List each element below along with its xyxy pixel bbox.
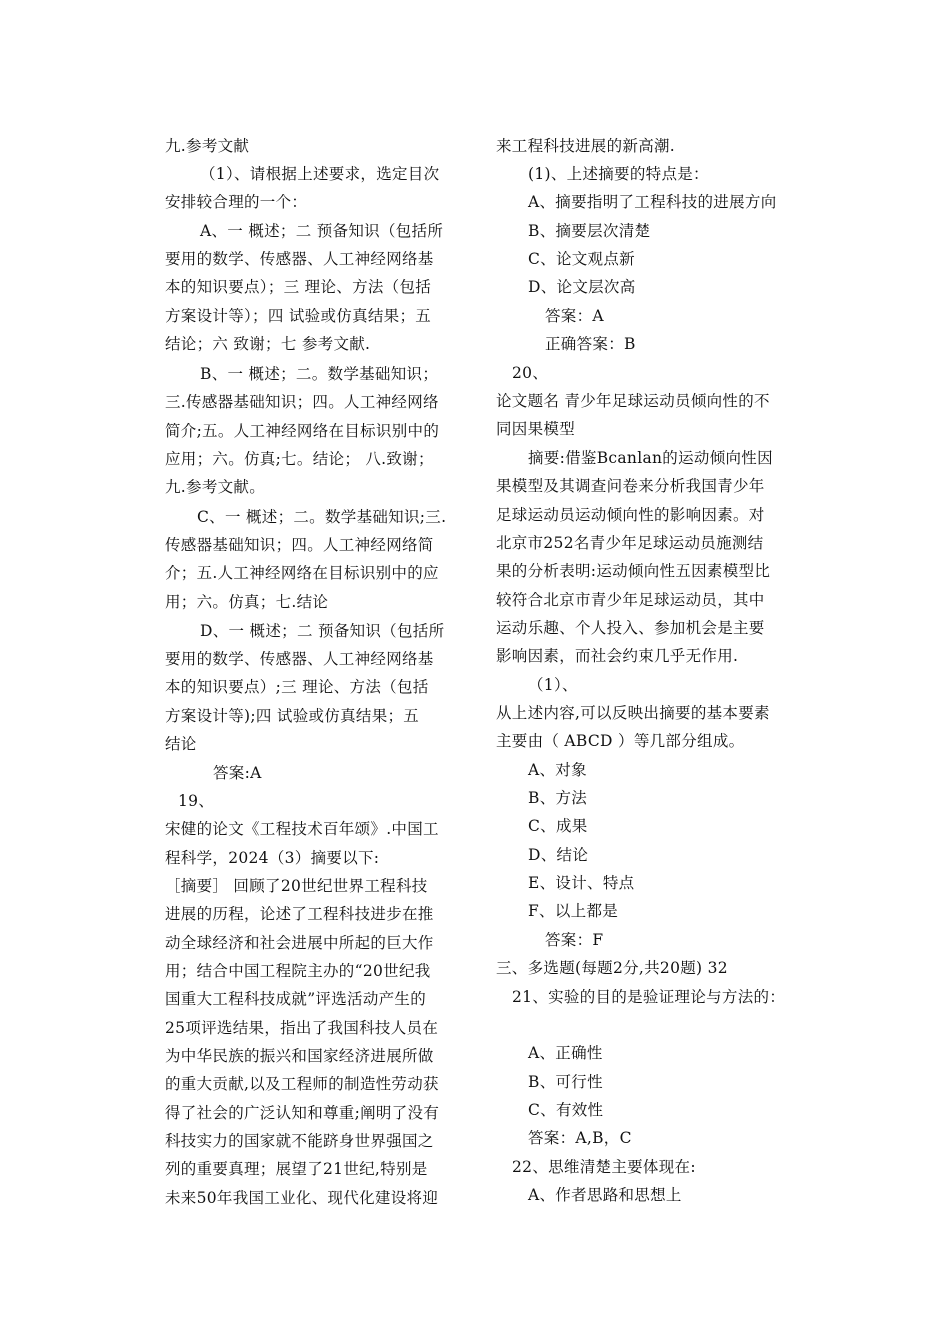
left-text-line: B、一 概述；二。数学基础知识；	[200, 365, 439, 383]
right-text-line: E、设计、特点	[528, 874, 635, 892]
right-text-line: A、对象	[528, 761, 587, 779]
left-text-line: 简介;五。人工神经网络在目标识别中的	[165, 422, 440, 440]
right-text-line: 三、多选题(每题2分,共20题) 32	[496, 959, 728, 977]
left-text-line: C、一 概述；二。数学基础知识;三.	[197, 508, 447, 526]
right-text-line: B、可行性	[528, 1073, 603, 1091]
left-text-line: 列的重要真理；展望了21世纪,特别是	[165, 1160, 428, 1178]
left-text-line: 方案设计等）；四 试验或仿真结果；五	[165, 307, 432, 325]
right-text-line: 同因果模型	[496, 420, 576, 438]
right-text-line: 20、	[512, 364, 549, 382]
right-text-line: 答案：A	[545, 307, 604, 325]
left-text-line: 要用的数学、传感器、人工神经网络基	[165, 250, 434, 268]
right-text-line: C、成果	[528, 817, 588, 835]
right-text-line: 摘要:借鉴Bcanlan的运动倾向性因	[528, 449, 773, 467]
left-text-line: D、一 概述；二 预备知识（包括所	[200, 622, 445, 640]
left-text-line: 国重大工程科技成就”评选活动产生的	[165, 990, 427, 1008]
right-text-line: 来工程科技进展的新高潮.	[496, 137, 676, 155]
left-text-line: 三.传感器基础知识；四。人工神经网络	[165, 393, 439, 411]
left-text-line: 得了社会的广泛认知和尊重;阐明了没有	[165, 1104, 440, 1122]
left-text-line: 用；结合中国工程院主办的“20世纪我	[165, 962, 431, 980]
left-text-line: 方案设计等);四 试验或仿真结果；五	[165, 707, 420, 725]
right-text-line: 北京市252名青少年足球运动员施测结	[496, 534, 764, 552]
left-text-line: 本的知识要点）;三 理论、方法（包括	[165, 678, 429, 696]
right-text-line: A、作者思路和思想上	[528, 1186, 682, 1204]
left-text-line: 19、	[178, 792, 215, 810]
left-text-line: 九.参考文献。	[165, 478, 266, 496]
right-text-line: 主要由（ ABCD ）等几部分组成。	[496, 732, 745, 750]
right-text-line: 21、实验的目的是验证理论与方法的：	[512, 988, 786, 1006]
right-text-line: 足球运动员运动倾向性的影响因素。对	[496, 506, 765, 524]
right-text-line: 果模型及其调查问卷来分析我国青少年	[496, 477, 765, 495]
left-text-line: 的重大贡献,以及工程师的制造性劳动获	[165, 1075, 439, 1093]
left-text-line: 结论；六 致谢；七 参考文献.	[165, 335, 371, 353]
right-text-line: 果的分析表明:运动倾向性五因素模型比	[496, 562, 771, 580]
left-text-line: 程科学，2024（3）摘要以下:	[165, 849, 380, 867]
right-text-line: D、论文层次高	[528, 278, 636, 296]
right-text-line: B、方法	[528, 789, 588, 807]
right-text-line: C、论文观点新	[528, 250, 635, 268]
right-text-line: A、正确性	[528, 1044, 603, 1062]
right-text-line: 答案：A,B，C	[528, 1129, 632, 1147]
left-text-line: 为中华民族的振兴和国家经济进展所做	[165, 1047, 434, 1065]
right-text-line: (1)、上述摘要的特点是：	[528, 165, 709, 183]
left-text-line: ［摘要］ 回顾了20世纪世界工程科技	[165, 877, 428, 895]
right-text-line: 运动乐趣、个人投入、参加机会是主要	[496, 619, 765, 637]
right-text-line: 从上述内容,可以反映出摘要的基本要素	[496, 704, 770, 722]
right-text-line: 正确答案：B	[545, 335, 636, 353]
left-text-line: 应用；六。仿真;七。结论； 八.致谢；	[165, 450, 434, 468]
left-text-line: 答案:A	[213, 764, 262, 782]
right-text-line: 22、思维清楚主要体现在:	[512, 1158, 696, 1176]
left-text-line: 宋健的论文《工程技术百年颂》.中国工	[165, 820, 439, 838]
left-text-line: 要用的数学、传感器、人工神经网络基	[165, 650, 434, 668]
right-text-line: 影响因素，而社会约束几乎无作用.	[496, 647, 739, 665]
right-text-line: A、摘要指明了工程科技的进展方向	[528, 193, 777, 211]
left-text-line: 科技实力的国家就不能跻身世界强国之	[165, 1132, 434, 1150]
left-text-line: 动全球经济和社会进展中所起的巨大作	[165, 934, 434, 952]
left-text-line: 本的知识要点）；三 理论、方法（包括	[165, 278, 432, 296]
left-text-line: 未来50年我国工业化、现代化建设将迎	[165, 1189, 439, 1207]
right-text-line: C、有效性	[528, 1101, 604, 1119]
left-text-line: 用；六。仿真；七.结论	[165, 593, 329, 611]
left-text-line: （1）、请根据上述要求，选定目次	[200, 165, 440, 183]
right-text-line: B、摘要层次清楚	[528, 222, 651, 240]
right-text-line: 论文题名 青少年足球运动员倾向性的不	[496, 392, 770, 410]
left-text-line: 结论	[165, 735, 197, 753]
left-text-line: 传感器基础知识；四。人工神经网络简	[165, 536, 434, 554]
right-text-line: （1）、	[528, 676, 578, 694]
left-text-line: 25项评选结果，指出了我国科技人员在	[165, 1019, 439, 1037]
left-text-line: A、一 概述；二 预备知识（包括所	[200, 222, 444, 240]
left-text-line: 九.参考文献	[165, 137, 250, 155]
left-text-line: 安排较合理的一个：	[165, 193, 308, 211]
right-text-line: 较符合北京市青少年足球运动员，其中	[496, 591, 765, 609]
right-text-line: F、以上都是	[528, 902, 619, 920]
right-text-line: 答案：F	[545, 931, 604, 949]
left-text-line: 进展的历程，论述了工程科技进步在推	[165, 905, 434, 923]
left-text-line: 介；五.人工神经网络在目标识别中的应	[165, 564, 439, 582]
right-text-line: D、结论	[528, 846, 589, 864]
